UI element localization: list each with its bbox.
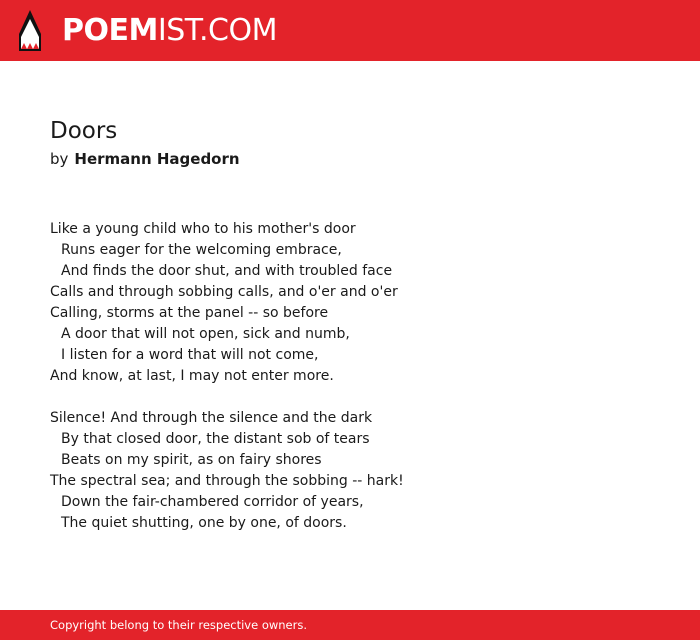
poem-line: Like a young child who to his mother's door bbox=[50, 221, 356, 237]
poem-line: I listen for a word that will not come, bbox=[61, 347, 319, 363]
logo-strong-text: POEM bbox=[62, 13, 158, 48]
site-header bbox=[0, 0, 700, 61]
by-prefix: by bbox=[50, 150, 69, 168]
poem-line: And know, at last, I may not enter more. bbox=[50, 368, 334, 384]
poem-line: Beats on my spirit, as on fairy shores bbox=[61, 452, 322, 468]
site-footer bbox=[0, 610, 700, 640]
poem-line: Silence! And through the silence and the dark bbox=[50, 410, 373, 426]
poem-line: Calls and through sobbing calls, and o'er and o'er bbox=[50, 284, 398, 300]
poem-line: Calling, storms at the panel -- so before bbox=[50, 305, 329, 321]
pencil-tip-icon[interactable] bbox=[18, 10, 42, 51]
footer-copyright: Copyright belong to their respective owners. bbox=[50, 618, 308, 632]
poem-title: Doors bbox=[50, 118, 118, 144]
poem-body bbox=[50, 219, 650, 555]
poem-line: And finds the door shut, and with troubled face bbox=[61, 263, 393, 279]
poem-line: The quiet shutting, one by one, of doors. bbox=[61, 515, 347, 531]
site-logo[interactable] bbox=[62, 13, 277, 49]
poem-line: By that closed door, the distant sob of tears bbox=[61, 431, 370, 447]
poem-line: Down the fair-chambered corridor of years, bbox=[61, 494, 364, 510]
poem-line: The spectral sea; and through the sobbing -- hark! bbox=[50, 473, 404, 489]
poem-stanza bbox=[50, 408, 650, 534]
logo-light-text: IST.COM bbox=[157, 13, 277, 48]
poem-stanza bbox=[50, 219, 650, 387]
poem-line: Runs eager for the welcoming embrace, bbox=[61, 242, 342, 258]
poem-byline bbox=[50, 148, 240, 170]
author-name[interactable]: Hermann Hagedorn bbox=[74, 150, 240, 168]
poem-line: A door that will not open, sick and numb, bbox=[61, 326, 350, 342]
